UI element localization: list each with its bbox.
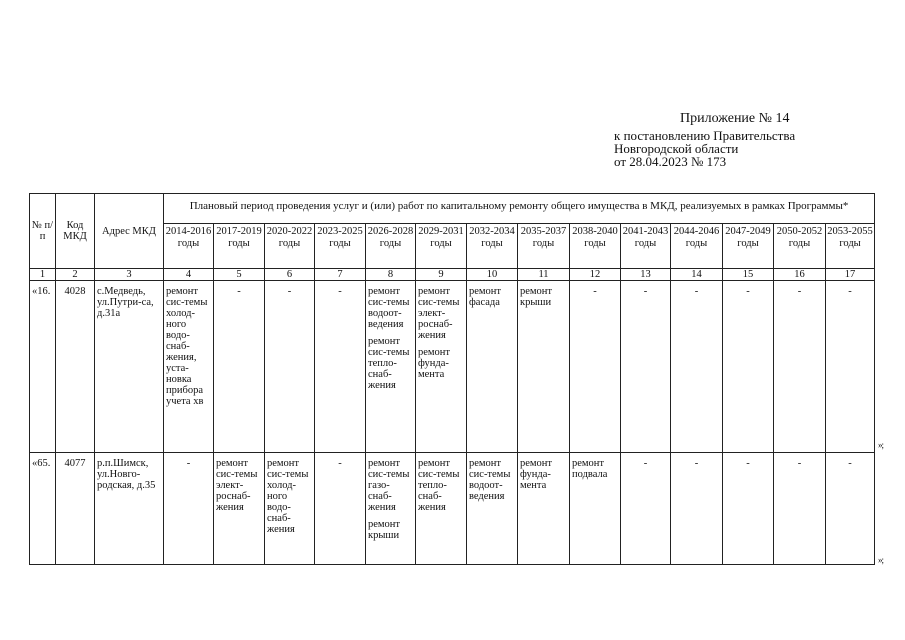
work-text: - [338, 286, 342, 297]
work-cell [467, 453, 518, 565]
column-number: 9 [416, 269, 467, 281]
work-text: - [593, 286, 597, 297]
work-cell [621, 281, 671, 453]
column-number: 3 [95, 269, 164, 281]
work-cell [416, 281, 467, 453]
period-cell: 2044-2046 годы [671, 224, 723, 269]
work-text: ремонт фунда-мента [520, 458, 553, 491]
work-cell [265, 281, 315, 453]
resolution-line: к постановлению Правительства [614, 128, 796, 143]
column-number-row [30, 269, 875, 281]
period-cell: 2050-2052 годы [774, 224, 826, 269]
column-number: 11 [518, 269, 570, 281]
row-no: «65. [30, 453, 56, 565]
period-cell: 2029-2031 годы [416, 224, 467, 269]
row-address: с.Медведь, ул.Путри-са, д.31а [95, 281, 164, 453]
work-text: - [643, 458, 648, 469]
work-cell [570, 453, 621, 565]
col-code-header: Код МКД [56, 194, 95, 269]
period-cell: 2023-2025 годы [315, 224, 366, 269]
work-text: ремонт сис-темы элект-роснаб-жения [418, 286, 460, 341]
work-text: ремонт сис-темы холод-ного водо-снаб-жения, уста-новка прибора учета хв [166, 286, 208, 407]
work-text: ремонт сис-темы водоот-ведения [469, 458, 511, 502]
work-text: ремонт сис-темы холод-ного водо-снаб-жения [267, 458, 309, 535]
work-cell [518, 453, 570, 565]
work-cell [723, 453, 774, 565]
date-line: от 28.04.2023 № 173 [614, 154, 727, 169]
column-number: 6 [265, 269, 315, 281]
work-cell [671, 281, 723, 453]
work-text: - [237, 286, 241, 297]
work-text: ремонт крыши [520, 286, 553, 308]
work-text: - [848, 458, 852, 469]
work-cell [826, 453, 875, 565]
column-number: 2 [56, 269, 95, 281]
column-number: 10 [467, 269, 518, 281]
work-cell [366, 281, 416, 453]
work-text: - [797, 286, 802, 297]
work-cell [518, 281, 570, 453]
work-cell [774, 281, 826, 453]
column-number: 14 [671, 269, 723, 281]
period-cell: 2026-2028 годы [366, 224, 416, 269]
col-address-header: Адрес МКД [95, 194, 164, 269]
column-number: 13 [621, 269, 671, 281]
work-cell [671, 453, 723, 565]
work-cell [570, 281, 621, 453]
work-text: - [797, 458, 802, 469]
work-text: - [746, 286, 750, 297]
work-cell [723, 281, 774, 453]
period-cell: 2032-2034 годы [467, 224, 518, 269]
work-cell [315, 281, 366, 453]
period-cell: 2041-2043 годы [621, 224, 671, 269]
work-text: ремонт сис-темы водоот-ведения [368, 286, 410, 330]
work-text: - [338, 458, 342, 469]
column-number: 7 [315, 269, 366, 281]
column-number: 1 [30, 269, 56, 281]
work-text: ремонт сис-темы тепло-снаб-жения [418, 458, 460, 513]
period-cell: 2035-2037 годы [518, 224, 570, 269]
row-code: 4077 [56, 453, 95, 565]
work-cell [214, 281, 265, 453]
work-cell [467, 281, 518, 453]
work-text: - [694, 286, 699, 297]
work-cell [621, 453, 671, 565]
work-text: ремонт фасада [469, 286, 502, 308]
work-text: ремонт фунда-мента [418, 347, 451, 380]
period-cell: 2047-2049 годы [723, 224, 774, 269]
work-text: ремонт сис-темы элект-роснаб-жения [216, 458, 258, 513]
row-address: р.п.Шимск, ул.Новго-родская, д.35 [95, 453, 164, 565]
work-text: - [848, 286, 852, 297]
period-header: Плановый период проведения услуг и (или) работ по капитальному ремонту общего имущества в МКД, реализуемых в рамках Программы* [164, 194, 875, 224]
work-text: - [186, 458, 191, 469]
region-line: Новгородской области [614, 141, 739, 156]
period-cell: 2020-2022 годы [265, 224, 315, 269]
work-cell [315, 453, 366, 565]
row-tail-marker: »; [878, 555, 884, 565]
work-text: - [746, 458, 750, 469]
work-text: - [643, 286, 648, 297]
work-cell [265, 453, 315, 565]
column-number: 16 [774, 269, 826, 281]
appendix-title: Приложение № 14 [680, 111, 790, 126]
row-code: 4028 [56, 281, 95, 453]
col-number-header: № п/п [30, 194, 56, 269]
work-text: - [694, 458, 699, 469]
work-cell [826, 281, 875, 453]
work-cell [774, 453, 826, 565]
work-cell [164, 453, 214, 565]
column-number: 17 [826, 269, 875, 281]
row-no: «16. [30, 281, 56, 453]
work-cell [366, 453, 416, 565]
work-text: ремонт сис-темы тепло-снаб-жения [368, 336, 410, 391]
capital-repair-table [29, 193, 875, 565]
work-text: ремонт сис-темы газо-снаб-жения [368, 458, 410, 513]
row-tail-marker: »; [878, 440, 884, 450]
table-row [30, 453, 875, 565]
column-number: 15 [723, 269, 774, 281]
work-text: ремонт подвала [572, 458, 608, 480]
work-cell [416, 453, 467, 565]
work-text: ремонт крыши [368, 519, 401, 541]
work-text: - [287, 286, 292, 297]
period-cell: 2014-2016 годы [164, 224, 214, 269]
work-cell [214, 453, 265, 565]
period-cell: 2053-2055 годы [826, 224, 875, 269]
table-row [30, 281, 875, 453]
work-cell [164, 281, 214, 453]
column-number: 8 [366, 269, 416, 281]
column-number: 12 [570, 269, 621, 281]
column-number: 4 [164, 269, 214, 281]
column-number: 5 [214, 269, 265, 281]
period-cell: 2038-2040 годы [570, 224, 621, 269]
period-cell: 2017-2019 годы [214, 224, 265, 269]
